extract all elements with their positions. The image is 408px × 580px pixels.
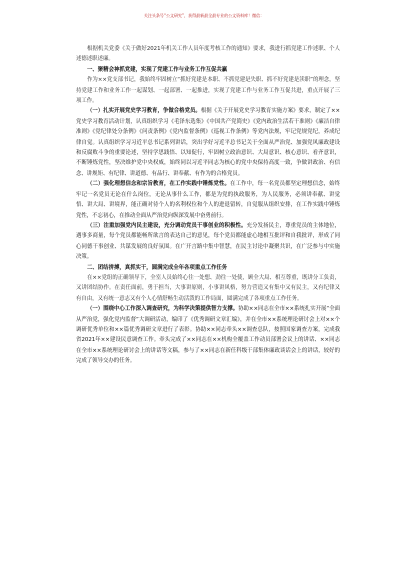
subsection-text: 充分发扬民主，尊重党员的主体地位，遇事多商量，每个党员都能畅所欲言的表达自己的意见，每个党员都能虚心地相互批评和自我批评，形成了同心同德干事创业、共谋发展的良好氛围。在广开言路中集中智慧，在民主讨论中凝聚共识，在广泛参与中实施决策。 — [76, 222, 340, 261]
subsection-lead: （二）强化理想信念和宗旨教育，在工作实践中锤炼党性。 — [87, 181, 231, 188]
section-heading: 二、团结拼搏，真抓实干，圆满完成全年各项重点工作任务 — [87, 264, 228, 271]
subsection-paragraph — [76, 221, 340, 263]
section-heading: 一、聚精会神抓党建，实现了党建工作与业务工作互促共赢 — [87, 66, 228, 73]
body-paragraph: 根据机关党委《关于做好2021年机关工作人员年度考核工作的通知》要求，我进行抓党建工作述职、个人述德述职述廉。 — [76, 46, 340, 63]
subsection-text: 在工作中，每一名党员都坚定理想信念，始终牢记一名党员无论在什么岗位，无论从事什么工作，都是为党的执政服务，为人民服务，必须讲奉献、讲觉悟、讲大局、讲境界，能正确对待个人的名利权位和个人的进退留转，自觉服从组织安排，在工作实践中锤炼党性，不忘初心，在推动全面从严治党向纵深发展中奋勇前行。 — [76, 181, 340, 219]
subsection-lead: （一）扎实开展党史学习教育，争做合格党员。 — [87, 108, 201, 115]
subsection-text: 根据《关于开展党史学习教育实施方案》要求，制定了××党史学习教育活动计划，认真组织学习《毛泽东选集》《中国共产党简史》《党内政治生活若干准则》《廉洁自律准则》《党纪律处分条例》《问责条例》《党内监督条例》《巡视工作条例》等党内法规，牢记党规党纪，养成纪律自觉。认真组织学习习近平总书记系列讲话，突出学好习近平总书记关于全面从严治党、加强党风廉政建设和反腐败斗争的重要论述，坚持学思践悟、以知促行，牢固树立政治意识、大局意识、核心意识、看齐意识，不断锤炼党性，坚决维护党中央权威，始终同以习近平同志为核心的党中央保持高度一致，争做讲政治、有信念、讲规矩、有纪律、讲道德、有品行、讲奉献、有作为的合格党员。 — [76, 108, 340, 177]
subsection-paragraph — [76, 106, 340, 179]
document-body — [76, 44, 340, 367]
body-paragraph: 作为××党支部书记，我始终牢固树立“抓好党建是本职、不抓党建是失职、抓不好党建是渎职”的理念，坚持党建工作和业务工作一起谋划、一起部署、一起推进，实现了党建工作与业务工作互促共进，重点开展了三项工作。 — [76, 77, 340, 105]
subsection-lead: （一）围绕中心工作深入调查研究，为科学决策提供智力支撑。 — [87, 306, 239, 313]
subsection-lead: （三）注重加强党内民主建设，充分调动党员干事创业的积极性。 — [87, 222, 247, 229]
subsection-paragraph — [76, 179, 340, 221]
subsection-text: 协助××同志在全市××系统扎实开展“全面从严治党，强化党内监督”大调研活动，编印了《优秀调研文章汇编》，并在全市××系统理论研讨会上对××个调研优秀单位和××篇优秀调研文章进行了表彰。协助××同志牵头××调查总队，按照国家调查方案，完成我省2021年××建设民意调查工作。牵头完成了××同志在××机构全覆盖工作动员部署会议上的讲话、××同志在全市××系统理论研讨会上的讲话等文稿，参与了××同志在新任科级干部集体廉政谈话会上的讲话，较好的完成了领导交办的任务。 — [76, 306, 340, 365]
subsection-paragraph — [76, 304, 340, 366]
body-paragraph: 在××党组的正确领导下，全室人员始终心往一处想、劲往一处使，顾全大局、相互尊重，既讲分工负责，又讲团结协作。在责任面前，勇于担当，大事讲原则，小事讲风格，努力营造又有集中又有民主，又有纪律又有自由，又有统一意志又有个人心情舒畅生动活泼的工作局面，圆满完成了各项重点工作任务。 — [76, 274, 340, 302]
header-banner[interactable]: 关注头条号“公文研究”，获得最新最全最专业的公文资料库！微信： — [143, 13, 265, 18]
